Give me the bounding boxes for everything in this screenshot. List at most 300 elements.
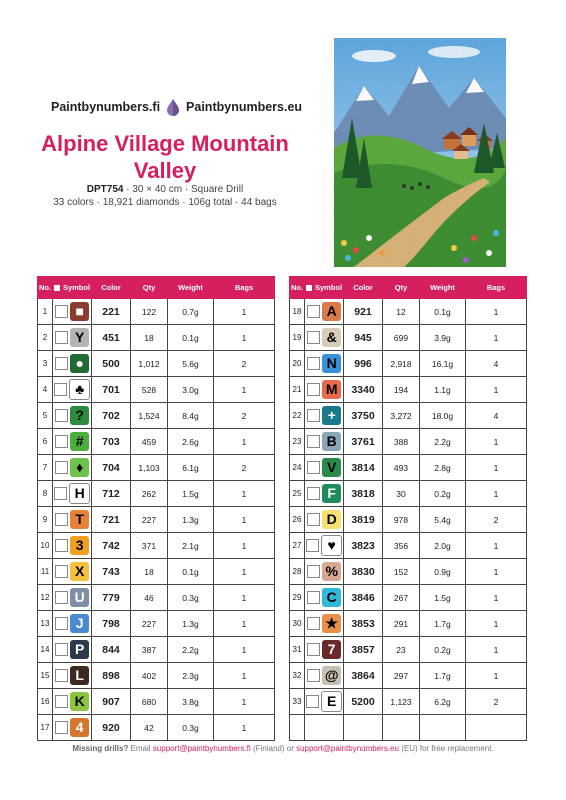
done-checkbox[interactable] [307,435,320,448]
bags-value: 1 [466,533,527,559]
qty-value: 227 [131,507,168,533]
weight-value: 1.7g [420,611,466,637]
row-number: 14 [38,637,53,663]
weight-value: 0.3g [168,585,214,611]
bags-value: 1 [466,325,527,351]
symbol-icon: H [69,483,90,504]
symbol-icon: % [322,562,341,581]
weight-value: 2.6g [168,429,214,455]
qty-value: 46 [131,585,168,611]
row-number: 10 [38,533,53,559]
bags-value: 1 [466,611,527,637]
table-row [290,637,527,663]
symbol-cell [53,455,92,481]
qty-value: 18 [131,325,168,351]
bags-value: 1 [466,481,527,507]
symbol-icon: J [70,614,89,633]
weight-value: 3.0g [168,377,214,403]
bags-value: 4 [466,351,527,377]
drop-logo-icon [166,98,180,116]
header-qty: Qty [131,277,168,299]
symbol-icon: L [70,666,89,685]
symbol-icon: F [322,484,341,503]
qty-value: 152 [383,559,420,585]
symbol-cell [305,325,344,351]
qty-value: 388 [383,429,420,455]
done-checkbox[interactable] [55,669,68,682]
header-color: Color [344,277,383,299]
color-code: 721 [92,507,131,533]
color-code: 704 [92,455,131,481]
row-number: 2 [38,325,53,351]
symbol-icon: ★ [322,614,341,633]
weight-value: 1.3g [168,611,214,637]
table-row [290,325,527,351]
qty-value: 42 [131,715,168,741]
row-number: 28 [290,559,305,585]
qty-value: 3,272 [383,403,420,429]
symbol-cell [305,611,344,637]
header-no: No. [290,277,305,299]
page-title: Alpine Village Mountain Valley [41,131,289,183]
qty-value: 371 [131,533,168,559]
row-number: 31 [290,637,305,663]
table-row [290,533,527,559]
color-code: 3814 [344,455,383,481]
color-code: 3819 [344,507,383,533]
row-number: 27 [290,533,305,559]
color-code: 996 [344,351,383,377]
table-row [38,351,275,377]
done-checkbox[interactable] [55,643,68,656]
weight-value: 6.2g [420,689,466,715]
symbol-cell [305,403,344,429]
symbol-icon: ♣ [69,379,90,400]
symbol-cell [53,611,92,637]
qty-value: 528 [131,377,168,403]
qty-value: 267 [383,585,420,611]
footer-note [0,744,566,753]
color-code: 703 [92,429,131,455]
done-checkbox[interactable] [307,487,320,500]
qty-value: 18 [131,559,168,585]
brand-eu: Paintbynumbers.eu [186,100,303,114]
color-code: 844 [92,637,131,663]
header-symbol: Symbol [53,277,92,299]
symbol-icon: U [70,588,89,607]
qty-value: 680 [131,689,168,715]
table-row [290,455,527,481]
row-number: 8 [38,481,53,507]
bags-value: 1 [466,455,527,481]
symbol-icon: 7 [322,640,341,659]
header-qty: Qty [383,277,420,299]
qty-value: 194 [383,377,420,403]
symbol-cell [305,637,344,663]
row-number: 21 [290,377,305,403]
done-checkbox[interactable] [55,721,68,734]
done-checkbox[interactable] [307,513,320,526]
weight-value: 0.2g [420,637,466,663]
bags-value: 1 [214,715,275,741]
bags-value: 1 [214,663,275,689]
color-code: 221 [92,299,131,325]
done-checkbox[interactable] [307,643,320,656]
qty-value: 262 [131,481,168,507]
header-weight: Weight [168,277,214,299]
row-number: 4 [38,377,53,403]
weight-value: 0.3g [168,715,214,741]
symbol-icon: ■ [70,302,89,321]
brand-fi: Paintbynumbers.fi [51,100,161,114]
bags-value: 1 [466,377,527,403]
qty-value: 23 [383,637,420,663]
table-row [290,663,527,689]
symbol-cell [53,377,92,403]
done-checkbox[interactable] [55,461,68,474]
done-checkbox[interactable] [55,305,68,318]
row-number: 20 [290,351,305,377]
done-checkbox[interactable] [55,513,68,526]
done-checkbox[interactable] [307,331,320,344]
bags-value: 2 [466,507,527,533]
symbol-icon: B [322,432,341,451]
qty-value: 459 [131,429,168,455]
table-row [290,559,527,585]
symbol-cell [305,299,344,325]
qty-value: 356 [383,533,420,559]
color-code: 743 [92,559,131,585]
bags-value: 2 [466,689,527,715]
email-link-eu[interactable]: support@paintbynumbers.eu [296,744,399,753]
qty-value: 1,103 [131,455,168,481]
color-code: 779 [92,585,131,611]
table-row [290,585,527,611]
symbol-cell [305,429,344,455]
table-row [290,689,527,715]
symbol-cell [53,325,92,351]
header-no: No. [38,277,53,299]
header-weight: Weight [420,277,466,299]
qty-value: 1,012 [131,351,168,377]
row-number: 9 [38,507,53,533]
symbol-cell [53,637,92,663]
row-number: 24 [290,455,305,481]
bags-value: 1 [214,585,275,611]
qty-value: 227 [131,611,168,637]
done-checkbox[interactable] [55,409,68,422]
header-bags: Bags [214,277,275,299]
qty-value: 30 [383,481,420,507]
product-spec: · 30 × 40 cm · Square Drill [126,184,244,195]
symbol-icon: @ [322,666,341,685]
table-row [38,637,275,663]
weight-value: 0.7g [168,299,214,325]
qty-value: 291 [383,611,420,637]
color-table-right [289,276,527,741]
symbol-icon: ♦ [70,458,89,477]
row-number: 23 [290,429,305,455]
weight-value: 0.9g [420,559,466,585]
footer-lead: Missing drills? [72,744,129,753]
symbol-cell [305,533,344,559]
table-row [38,481,275,507]
color-code: 3857 [344,637,383,663]
row-number: 15 [38,663,53,689]
done-checkbox[interactable] [55,591,68,604]
qty-value: 1,524 [131,403,168,429]
symbol-icon: ♥ [321,535,342,556]
color-code: 3853 [344,611,383,637]
symbol-icon: N [322,354,341,373]
bags-value: 1 [466,585,527,611]
bags-value: 2 [214,455,275,481]
done-checkbox[interactable] [307,565,320,578]
color-code: 3761 [344,429,383,455]
done-checkbox[interactable] [307,409,320,422]
bags-value: 1 [466,663,527,689]
done-checkbox[interactable] [55,617,68,630]
color-code: 3864 [344,663,383,689]
table-row [38,403,275,429]
table-row [38,663,275,689]
table-row [290,507,527,533]
email-link-fi[interactable]: support@paintbynumbers.fi [152,744,251,753]
table-row [38,325,275,351]
symbol-icon: P [70,640,89,659]
weight-value: 2.0g [420,533,466,559]
symbol-icon: & [322,328,341,347]
symbol-cell [53,533,92,559]
bags-value: 4 [466,403,527,429]
row-number: 1 [38,299,53,325]
symbol-icon: Y [70,328,89,347]
bags-value: 1 [214,299,275,325]
qty-value: 493 [383,455,420,481]
row-number: 25 [290,481,305,507]
row-number: 3 [38,351,53,377]
row-number: 5 [38,403,53,429]
symbol-icon: D [322,510,341,529]
bags-value: 1 [214,429,275,455]
done-checkbox[interactable] [307,591,320,604]
color-code: 5200 [344,689,383,715]
symbol-cell [305,507,344,533]
bags-value: 1 [466,559,527,585]
table-row [290,611,527,637]
color-code: 3340 [344,377,383,403]
table-row [38,429,275,455]
row-number: 17 [38,715,53,741]
qty-value: 122 [131,299,168,325]
done-checkbox[interactable] [54,383,67,396]
weight-value: 2.8g [420,455,466,481]
symbol-cell [53,507,92,533]
footer-text: Email [128,744,153,753]
table-row [290,351,527,377]
table-row [38,533,275,559]
header-symbol: Symbol [305,277,344,299]
done-checkbox[interactable] [55,695,68,708]
table-header [38,277,275,299]
symbol-icon: V [322,458,341,477]
bags-value: 1 [214,559,275,585]
symbol-cell [305,481,344,507]
weight-value: 5.6g [168,351,214,377]
table-row [290,481,527,507]
color-code: 701 [92,377,131,403]
weight-value: 0.1g [420,299,466,325]
symbol-icon: A [322,302,341,321]
bags-value: 1 [214,637,275,663]
table-row [38,507,275,533]
color-code: 712 [92,481,131,507]
bags-value: 1 [214,481,275,507]
weight-value: 3.8g [168,689,214,715]
weight-value: 5.4g [420,507,466,533]
bags-value: 2 [214,351,275,377]
bags-value: 1 [214,533,275,559]
weight-value: 1.3g [168,507,214,533]
weight-value: 6.1g [168,455,214,481]
done-checkbox[interactable] [307,305,320,318]
done-checkbox[interactable] [307,461,320,474]
done-checkbox[interactable] [307,357,320,370]
color-code: 500 [92,351,131,377]
row-number: 16 [38,689,53,715]
weight-value: 2.2g [168,637,214,663]
color-code: 3818 [344,481,383,507]
color-code: 920 [92,715,131,741]
symbol-cell [53,429,92,455]
row-number: 22 [290,403,305,429]
weight-value: 3.9g [420,325,466,351]
weight-value: 8.4g [168,403,214,429]
color-code: 921 [344,299,383,325]
done-checkbox[interactable] [307,669,320,682]
color-code: 907 [92,689,131,715]
table-header [290,277,527,299]
qty-value: 2,918 [383,351,420,377]
table-row [38,455,275,481]
empty-row [290,715,527,741]
row-number: 6 [38,429,53,455]
done-checkbox[interactable] [306,695,319,708]
table-row [290,377,527,403]
brand-header [51,98,302,116]
done-checkbox[interactable] [306,539,319,552]
done-checkbox[interactable] [55,435,68,448]
weight-value: 0.1g [168,559,214,585]
symbol-cell [53,663,92,689]
symbol-cell [305,585,344,611]
bags-value: 1 [214,377,275,403]
symbol-cell [53,481,92,507]
header-color: Color [92,277,131,299]
table-row [38,377,275,403]
artwork-preview-image [334,38,506,267]
symbol-icon: 4 [70,718,89,737]
bags-value: 1 [466,429,527,455]
symbol-cell [53,715,92,741]
color-code: 945 [344,325,383,351]
weight-value: 18.0g [420,403,466,429]
symbol-cell [305,663,344,689]
symbol-cell [305,377,344,403]
done-checkbox[interactable] [55,565,68,578]
weight-value: 0.1g [168,325,214,351]
symbol-cell [53,689,92,715]
qty-value: 12 [383,299,420,325]
header-checkbox-icon [54,285,60,291]
qty-value: 387 [131,637,168,663]
symbol-icon: X [70,562,89,581]
table-row [38,689,275,715]
qty-value: 402 [131,663,168,689]
header-checkbox-icon [306,285,312,291]
symbol-cell [305,559,344,585]
symbol-cell [53,299,92,325]
color-code: 898 [92,663,131,689]
symbol-cell [305,351,344,377]
table-row [290,429,527,455]
weight-value: 1.7g [420,663,466,689]
done-checkbox[interactable] [55,357,68,370]
bags-value: 1 [466,299,527,325]
qty-value: 1,123 [383,689,420,715]
weight-value: 16.1g [420,351,466,377]
weight-value: 2.2g [420,429,466,455]
color-code: 3823 [344,533,383,559]
done-checkbox[interactable] [55,331,68,344]
row-number: 29 [290,585,305,611]
product-meta [20,183,310,209]
color-code: 742 [92,533,131,559]
done-checkbox[interactable] [307,383,320,396]
qty-value: 699 [383,325,420,351]
qty-value: 297 [383,663,420,689]
header-bags: Bags [466,277,527,299]
row-number: 11 [38,559,53,585]
symbol-icon: + [322,406,341,425]
done-checkbox[interactable] [54,487,67,500]
weight-value: 1.1g [420,377,466,403]
row-number: 18 [290,299,305,325]
table-row [38,299,275,325]
symbol-icon: C [322,588,341,607]
row-number: 33 [290,689,305,715]
color-code: 3750 [344,403,383,429]
footer-text: (Finland) or [250,744,297,753]
row-number: 13 [38,611,53,637]
symbol-cell [53,559,92,585]
table-row [38,715,275,741]
weight-value: 2.3g [168,663,214,689]
row-number: 12 [38,585,53,611]
table-row [38,611,275,637]
table-row [38,559,275,585]
color-code: 3846 [344,585,383,611]
row-number: 26 [290,507,305,533]
done-checkbox[interactable] [307,617,320,630]
weight-value: 1.5g [168,481,214,507]
color-code: 3830 [344,559,383,585]
done-checkbox[interactable] [55,539,68,552]
row-number: 19 [290,325,305,351]
symbol-icon: T [70,510,89,529]
symbol-cell [305,689,344,715]
row-number: 32 [290,663,305,689]
